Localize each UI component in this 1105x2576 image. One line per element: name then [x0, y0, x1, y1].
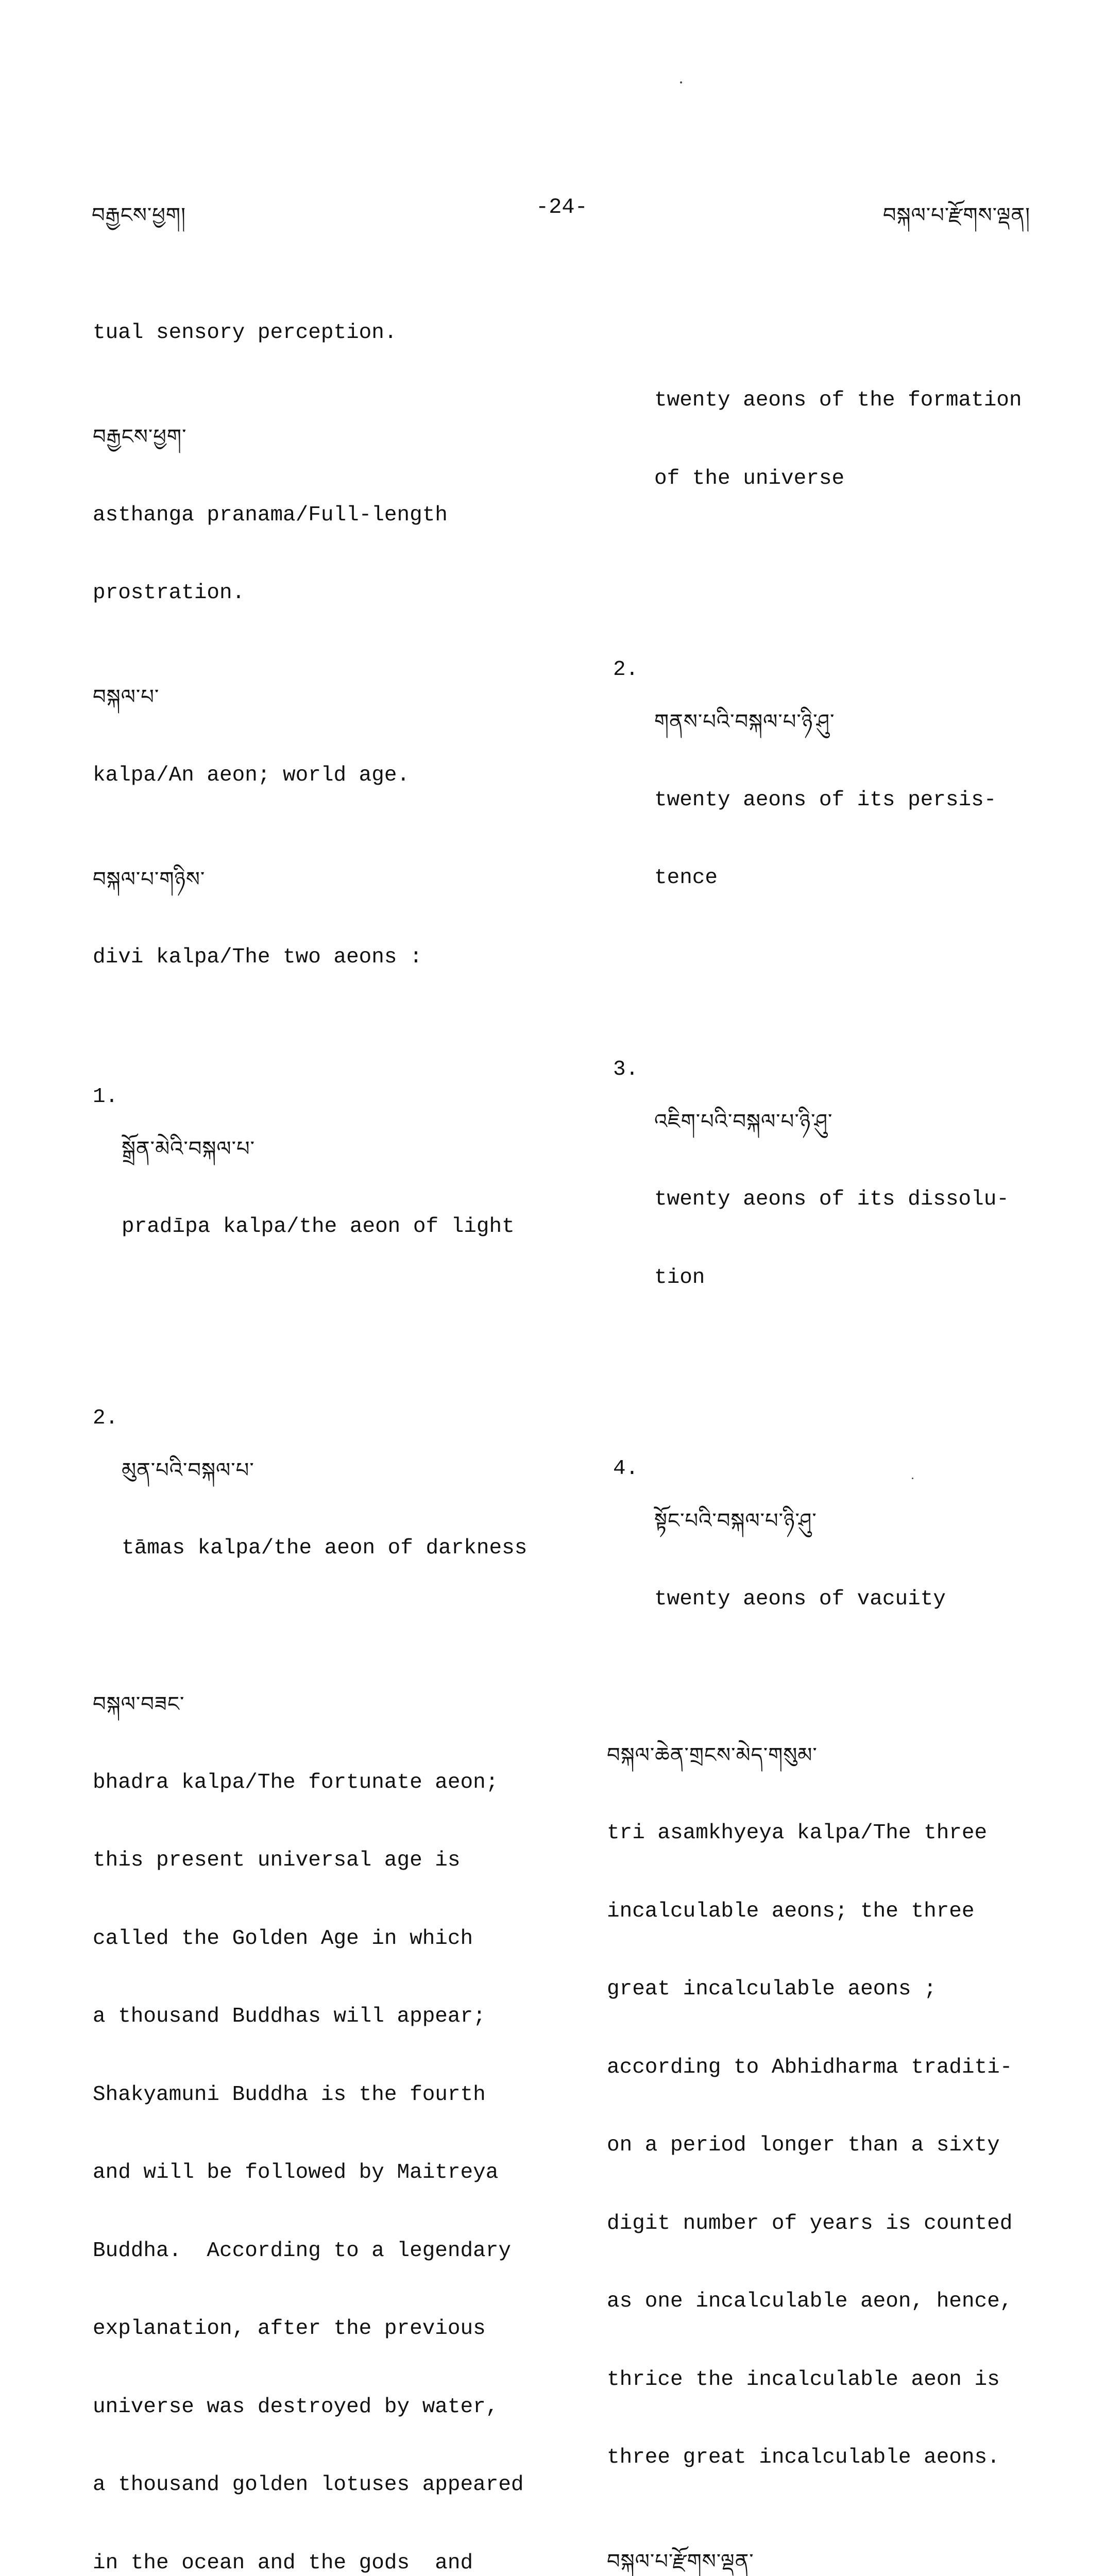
definition-line: great incalculable aeons ; — [607, 1976, 1025, 2003]
definition-line: three great incalculable aeons. — [607, 2445, 1025, 2471]
list-item-text: twenty aeons of vacuity — [654, 1586, 946, 1613]
list-item-text: tence — [654, 865, 996, 891]
definition-line: as one incalculable aeon, hence, — [607, 2289, 1025, 2315]
list-item — [613, 657, 1025, 943]
definition-line: in the ocean and the gods and — [93, 2550, 527, 2576]
definition-line: prostration. — [93, 580, 527, 606]
definition-line: bhadra kalpa/The fortunate aeon; — [93, 1770, 527, 1796]
list-item-tibetan: འཇིག་པའི་བསྐལ་པ་ཉི་ཤུ་ — [654, 1109, 1009, 1135]
definition-line: called the Golden Age in which — [93, 1926, 527, 1952]
headword-tibetan: བརྒྱངས་ཕྱག་ — [93, 424, 527, 450]
definition-line: a thousand golden lotuses appeared — [93, 2472, 527, 2498]
list-item-tibetan: མུན་པའི་བསྐལ་པ་ — [122, 1458, 527, 1484]
list-item — [93, 1405, 527, 1614]
definition-line: and will be followed by Maitreya — [93, 2160, 527, 2186]
definition-line: tri asamkhyeya kalpa/The three — [607, 1820, 1025, 1846]
header-right-tibetan: བསྐལ་པ་རྫོགས་ལྡན། — [883, 192, 1030, 250]
headword-tibetan: བསྐལ་བཟང་ — [93, 1691, 527, 1718]
right-column — [607, 283, 1025, 2576]
list-item-tibetan: གནས་པའི་བསྐལ་པ་ཉི་ཤུ་ — [654, 709, 996, 735]
list-item-tibetan: སྒྲོན་མེའི་བསྐལ་པ་ — [122, 1136, 515, 1162]
headword-tibetan: བསྐལ་པ་ — [93, 684, 527, 710]
list-number: 2. — [93, 1405, 122, 1614]
list-item-text: pradīpa kalpa/the aeon of light — [122, 1214, 515, 1240]
list-number: 2. — [613, 657, 654, 943]
list-number: 4. — [613, 1456, 654, 1664]
list-item — [613, 1057, 1025, 1343]
definition-line: incalculable aeons; the three — [607, 1899, 1025, 1925]
list-item-tibetan: སྟོང་པའི་བསྐལ་པ་ཉི་ཤུ་ — [654, 1508, 946, 1534]
definition-line: thrice the incalculable aeon is — [607, 2367, 1025, 2393]
continued-text: tual sensory perception. — [93, 320, 527, 346]
headword-tibetan: བསྐལ་པ་རྫོགས་ལྡན་ — [607, 2549, 1025, 2575]
definition-line: Shakyamuni Buddha is the fourth — [93, 2082, 527, 2108]
headword-tibetan: བསྐལ་པ་གཉིས་ — [93, 867, 527, 893]
list-item-text: tion — [654, 1265, 1009, 1291]
list-item — [613, 1456, 1025, 1664]
definition-line: a thousand Buddhas will appear; — [93, 2004, 527, 2030]
definition-line: kalpa/An aeon; world age. — [93, 762, 527, 789]
list-item-text: tāmas kalpa/the aeon of darkness — [122, 1535, 527, 1562]
scan-speck — [912, 1478, 913, 1479]
definition-line: this present universal age is — [93, 1848, 527, 1874]
definition-line: according to Abhidharma traditi- — [607, 2055, 1025, 2081]
list-item — [93, 1084, 527, 1292]
list-item-text: twenty aeons of its dissolu- — [654, 1187, 1009, 1213]
definition-line: explanation, after the previous — [93, 2316, 527, 2342]
header-left-tibetan: བརྒྱངས་ཕྱག། — [92, 192, 186, 250]
page-number: -24- — [536, 195, 588, 219]
definition-line: digit number of years is counted — [607, 2211, 1025, 2237]
continued-text: twenty aeons of the formation — [654, 387, 1025, 414]
definition-line: on a period longer than a sixty — [607, 2132, 1025, 2159]
list-number: 3. — [613, 1057, 654, 1343]
left-column — [93, 268, 527, 2576]
definition-line: Buddha. According to a legendary — [93, 2238, 527, 2264]
list-number: 1. — [93, 1084, 122, 1292]
continued-text: of the universe — [654, 466, 1025, 492]
definition-line: asthanga pranama/Full-length — [93, 502, 527, 529]
scan-speck — [680, 81, 682, 83]
definition-line: divi kalpa/The two aeons : — [93, 944, 527, 971]
list-item-text: twenty aeons of its persis- — [654, 787, 996, 814]
definition-line: universe was destroyed by water, — [93, 2394, 527, 2420]
headword-tibetan: བསྐལ་ཆེན་གྲངས་མེད་གསུམ་ — [607, 1742, 1025, 1769]
